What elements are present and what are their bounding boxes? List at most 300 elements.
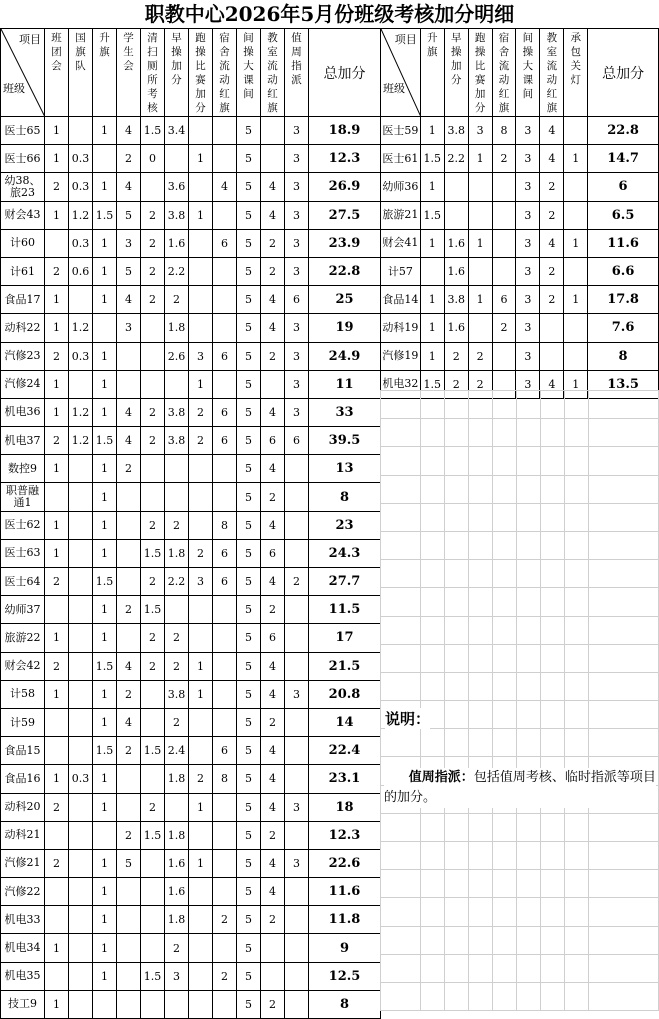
score-cell: 4 bbox=[261, 765, 285, 793]
score-cell bbox=[213, 314, 237, 342]
class-name-cell: 医士65 bbox=[1, 117, 45, 145]
score-cell bbox=[213, 849, 237, 877]
score-cell: 1 bbox=[189, 201, 213, 229]
score-cell bbox=[285, 906, 309, 934]
empty-cell bbox=[589, 475, 659, 503]
column-header-text: 间操大课间 bbox=[243, 32, 254, 100]
empty-cell bbox=[492, 447, 516, 475]
total-cell: 6.5 bbox=[588, 201, 659, 229]
score-cell: 5 bbox=[237, 990, 261, 1018]
score-cell: 1.2 bbox=[69, 201, 93, 229]
score-cell: 5 bbox=[237, 849, 261, 877]
score-cell: 4 bbox=[261, 878, 285, 906]
total-cell: 14 bbox=[309, 708, 381, 736]
score-cell: 1.5 bbox=[141, 821, 165, 849]
score-cell bbox=[117, 624, 141, 652]
score-cell: 1 bbox=[45, 201, 69, 229]
score-cell bbox=[213, 624, 237, 652]
score-cell bbox=[165, 596, 189, 624]
empty-cell bbox=[541, 531, 565, 559]
total-cell: 11.6 bbox=[588, 229, 659, 257]
class-name-cell: 财会43 bbox=[1, 201, 45, 229]
score-cell bbox=[420, 257, 444, 285]
score-cell bbox=[189, 906, 213, 934]
table-row bbox=[1, 765, 381, 793]
empty-cell bbox=[468, 503, 492, 531]
corner-class-label: 班级 bbox=[383, 82, 405, 95]
empty-cell bbox=[381, 672, 421, 700]
score-cell bbox=[165, 455, 189, 483]
empty-cell bbox=[517, 419, 541, 447]
score-cell: 6 bbox=[213, 342, 237, 370]
score-cell: 2 bbox=[141, 229, 165, 257]
total-cell: 6 bbox=[588, 173, 659, 201]
empty-cell bbox=[444, 616, 468, 644]
score-cell: 5 bbox=[237, 962, 261, 990]
score-cell: 5 bbox=[237, 145, 261, 173]
score-cell: 4 bbox=[540, 370, 564, 398]
empty-cell bbox=[468, 588, 492, 616]
score-cell: 6 bbox=[213, 737, 237, 765]
score-cell: 4 bbox=[261, 793, 285, 821]
empty-cell bbox=[468, 419, 492, 447]
score-cell: 2 bbox=[141, 286, 165, 314]
score-cell bbox=[285, 511, 309, 539]
score-cell bbox=[285, 539, 309, 567]
table-row bbox=[1, 990, 381, 1018]
score-cell bbox=[189, 257, 213, 285]
score-cell: 2 bbox=[468, 370, 492, 398]
score-cell: 1 bbox=[189, 849, 213, 877]
right-column-header bbox=[444, 29, 468, 117]
score-cell: 4 bbox=[213, 173, 237, 201]
total-cell: 13 bbox=[309, 455, 381, 483]
score-cell: 1.5 bbox=[420, 145, 444, 173]
score-cell: 2 bbox=[165, 652, 189, 680]
class-name-cell: 医士66 bbox=[1, 145, 45, 173]
score-cell bbox=[117, 511, 141, 539]
empty-cell bbox=[468, 560, 492, 588]
empty-cell bbox=[444, 926, 468, 954]
score-cell bbox=[189, 708, 213, 736]
score-cell: 2 bbox=[165, 624, 189, 652]
score-cell: 2 bbox=[540, 286, 564, 314]
table-row bbox=[1, 342, 381, 370]
empty-cell bbox=[517, 926, 541, 954]
score-cell bbox=[141, 173, 165, 201]
empty-cell bbox=[468, 447, 492, 475]
table-row bbox=[381, 286, 659, 314]
score-cell bbox=[261, 962, 285, 990]
score-cell: 3 bbox=[189, 568, 213, 596]
score-cell: 1 bbox=[564, 145, 588, 173]
score-cell: 4 bbox=[117, 117, 141, 145]
class-name-cell: 医士64 bbox=[1, 568, 45, 596]
score-cell bbox=[117, 539, 141, 567]
score-cell: 4 bbox=[117, 286, 141, 314]
empty-cell bbox=[565, 531, 589, 559]
score-cell: 3.8 bbox=[165, 680, 189, 708]
score-cell bbox=[117, 568, 141, 596]
empty-cell bbox=[468, 616, 492, 644]
score-cell: 1.5 bbox=[93, 568, 117, 596]
score-cell bbox=[492, 173, 516, 201]
score-cell: 1.2 bbox=[69, 314, 93, 342]
score-cell bbox=[285, 990, 309, 1018]
total-cell: 18 bbox=[309, 793, 381, 821]
score-cell: 1.6 bbox=[444, 314, 468, 342]
empty-cell bbox=[468, 898, 492, 926]
empty-cell bbox=[565, 616, 589, 644]
score-cell: 2 bbox=[189, 765, 213, 793]
score-cell: 2 bbox=[444, 370, 468, 398]
score-cell: 5 bbox=[237, 370, 261, 398]
empty-cell bbox=[444, 954, 468, 982]
score-cell: 1 bbox=[420, 314, 444, 342]
score-cell: 1 bbox=[564, 229, 588, 257]
score-cell: 2 bbox=[141, 201, 165, 229]
score-cell: 2 bbox=[165, 708, 189, 736]
total-cell: 25 bbox=[309, 286, 381, 314]
score-cell: 3 bbox=[516, 145, 540, 173]
score-cell: 1.6 bbox=[165, 878, 189, 906]
empty-cell bbox=[468, 672, 492, 700]
score-cell: 2 bbox=[165, 934, 189, 962]
score-cell: 3 bbox=[516, 342, 540, 370]
total-cell: 7.6 bbox=[588, 314, 659, 342]
score-cell: 2 bbox=[141, 257, 165, 285]
score-cell: 1 bbox=[93, 483, 117, 511]
score-cell bbox=[540, 314, 564, 342]
column-header-text: 国旗队 bbox=[75, 32, 86, 72]
score-cell bbox=[189, 990, 213, 1018]
score-cell: 1 bbox=[93, 878, 117, 906]
score-cell bbox=[213, 257, 237, 285]
left-header-corner bbox=[1, 29, 45, 117]
score-cell: 5 bbox=[237, 257, 261, 285]
empty-cell bbox=[565, 503, 589, 531]
table-row bbox=[381, 117, 659, 145]
column-header-text: 早操加分 bbox=[171, 32, 182, 86]
score-cell: 2.2 bbox=[165, 257, 189, 285]
score-cell: 3 bbox=[117, 229, 141, 257]
score-cell bbox=[93, 145, 117, 173]
score-cell: 6 bbox=[213, 568, 237, 596]
score-cell bbox=[141, 934, 165, 962]
empty-cell bbox=[420, 588, 444, 616]
empty-cell bbox=[468, 870, 492, 898]
empty-cell bbox=[444, 588, 468, 616]
class-name-cell: 旅游22 bbox=[1, 624, 45, 652]
score-cell: 3 bbox=[285, 398, 309, 426]
score-cell: 2 bbox=[45, 793, 69, 821]
score-cell: 3 bbox=[165, 962, 189, 990]
table-row bbox=[1, 427, 381, 455]
score-cell: 2 bbox=[117, 455, 141, 483]
score-cell: 5 bbox=[237, 539, 261, 567]
score-cell: 1.5 bbox=[141, 539, 165, 567]
score-cell: 3.4 bbox=[165, 117, 189, 145]
score-cell: 1 bbox=[45, 511, 69, 539]
score-cell: 1 bbox=[189, 793, 213, 821]
score-cell: 1 bbox=[93, 596, 117, 624]
empty-cell bbox=[492, 531, 516, 559]
score-cell: 2 bbox=[213, 962, 237, 990]
empty-cell bbox=[565, 447, 589, 475]
class-name-cell: 幼师36 bbox=[381, 173, 421, 201]
empty-cell bbox=[589, 813, 659, 841]
left-column-header bbox=[165, 29, 189, 117]
empty-cell bbox=[565, 813, 589, 841]
right-column-header bbox=[492, 29, 516, 117]
score-cell: 3 bbox=[285, 793, 309, 821]
score-cell: 6 bbox=[285, 427, 309, 455]
empty-cell bbox=[541, 475, 565, 503]
score-cell bbox=[189, 117, 213, 145]
score-cell bbox=[69, 849, 93, 877]
score-cell: 1 bbox=[564, 370, 588, 398]
empty-cell bbox=[468, 391, 492, 419]
empty-cell bbox=[517, 475, 541, 503]
score-cell: 4 bbox=[261, 652, 285, 680]
empty-cell bbox=[565, 982, 589, 1010]
score-cell bbox=[564, 117, 588, 145]
score-cell bbox=[117, 990, 141, 1018]
empty-cell bbox=[565, 672, 589, 700]
score-cell: 3.8 bbox=[165, 427, 189, 455]
empty-cell bbox=[444, 391, 468, 419]
score-cell: 5 bbox=[237, 934, 261, 962]
empty-cell bbox=[492, 870, 516, 898]
empty-cell bbox=[517, 898, 541, 926]
class-name-cell: 医士63 bbox=[1, 539, 45, 567]
class-name-cell: 幼师37 bbox=[1, 596, 45, 624]
score-cell bbox=[117, 793, 141, 821]
total-cell: 23.1 bbox=[309, 765, 381, 793]
empty-cell bbox=[541, 813, 565, 841]
score-cell: 0.3 bbox=[69, 145, 93, 173]
score-cell bbox=[492, 229, 516, 257]
score-cell: 2.2 bbox=[444, 145, 468, 173]
score-cell bbox=[69, 483, 93, 511]
empty-cell bbox=[420, 729, 444, 757]
empty-cell bbox=[589, 898, 659, 926]
score-cell: 8 bbox=[213, 511, 237, 539]
empty-cell bbox=[381, 531, 421, 559]
score-cell bbox=[69, 737, 93, 765]
score-cell: 5 bbox=[237, 680, 261, 708]
score-cell: 4 bbox=[261, 314, 285, 342]
score-cell: 3.8 bbox=[444, 117, 468, 145]
score-cell bbox=[141, 342, 165, 370]
total-cell: 8 bbox=[309, 483, 381, 511]
left-column-header bbox=[189, 29, 213, 117]
score-cell: 1.8 bbox=[165, 821, 189, 849]
empty-cell bbox=[492, 616, 516, 644]
score-cell: 5 bbox=[237, 821, 261, 849]
score-cell bbox=[165, 990, 189, 1018]
score-cell: 4 bbox=[117, 427, 141, 455]
score-cell: 2 bbox=[540, 257, 564, 285]
column-header-text: 跑操比赛加分 bbox=[195, 32, 206, 114]
score-cell: 6 bbox=[213, 427, 237, 455]
total-cell: 6.6 bbox=[588, 257, 659, 285]
score-cell bbox=[45, 483, 69, 511]
empty-cell bbox=[420, 926, 444, 954]
empty-cell bbox=[589, 982, 659, 1010]
score-cell bbox=[189, 878, 213, 906]
left-column-header bbox=[261, 29, 285, 117]
empty-cell bbox=[444, 644, 468, 672]
empty-cell bbox=[468, 982, 492, 1010]
empty-cell bbox=[420, 419, 444, 447]
score-cell: 1.5 bbox=[141, 962, 165, 990]
column-header-text: 学生会 bbox=[123, 32, 134, 72]
score-cell bbox=[189, 624, 213, 652]
score-cell: 5 bbox=[237, 624, 261, 652]
class-name-cell: 数控9 bbox=[1, 455, 45, 483]
score-cell: 2 bbox=[444, 342, 468, 370]
notes-label: 值周指派： bbox=[408, 770, 474, 785]
score-cell: 1 bbox=[93, 117, 117, 145]
score-cell: 2 bbox=[45, 173, 69, 201]
column-header-text: 值周指派 bbox=[291, 32, 302, 86]
empty-cell bbox=[381, 926, 421, 954]
empty-cell bbox=[420, 842, 444, 870]
column-header-text: 教室流动红旗 bbox=[546, 32, 558, 114]
score-cell: 1 bbox=[93, 286, 117, 314]
score-cell: 1 bbox=[420, 173, 444, 201]
class-name-cell: 医士59 bbox=[381, 117, 421, 145]
empty-cell bbox=[492, 560, 516, 588]
empty-cell bbox=[381, 588, 421, 616]
score-cell: 1 bbox=[420, 229, 444, 257]
empty-cell bbox=[565, 870, 589, 898]
score-cell: 4 bbox=[540, 117, 564, 145]
table-row bbox=[381, 201, 659, 229]
score-cell: 3.8 bbox=[444, 286, 468, 314]
score-cell: 3 bbox=[516, 173, 540, 201]
score-cell: 4 bbox=[117, 173, 141, 201]
column-header-text: 班团会 bbox=[51, 32, 62, 72]
total-cell: 23.9 bbox=[309, 229, 381, 257]
empty-cell bbox=[589, 588, 659, 616]
score-cell: 1 bbox=[189, 145, 213, 173]
score-cell bbox=[213, 680, 237, 708]
right-column-header bbox=[540, 29, 564, 117]
score-cell: 1 bbox=[45, 286, 69, 314]
score-cell: 1 bbox=[93, 173, 117, 201]
empty-cell bbox=[492, 982, 516, 1010]
score-cell: 5 bbox=[237, 455, 261, 483]
score-cell bbox=[93, 821, 117, 849]
score-cell bbox=[213, 370, 237, 398]
score-cell bbox=[69, 596, 93, 624]
score-cell: 1 bbox=[93, 511, 117, 539]
notes-text bbox=[384, 768, 656, 808]
score-cell bbox=[141, 849, 165, 877]
column-header-text: 教室流动红旗 bbox=[267, 32, 278, 114]
empty-cell bbox=[468, 813, 492, 841]
score-cell: 2 bbox=[492, 145, 516, 173]
score-cell bbox=[117, 962, 141, 990]
score-cell: 4 bbox=[117, 708, 141, 736]
notes-title: 说明： bbox=[385, 710, 431, 728]
score-cell: 2 bbox=[165, 511, 189, 539]
score-cell bbox=[69, 652, 93, 680]
score-cell bbox=[141, 878, 165, 906]
total-cell: 21.5 bbox=[309, 652, 381, 680]
score-cell bbox=[45, 906, 69, 934]
score-cell bbox=[69, 878, 93, 906]
empty-cell bbox=[589, 842, 659, 870]
score-cell: 1 bbox=[420, 286, 444, 314]
score-cell: 1 bbox=[45, 539, 69, 567]
table-row bbox=[1, 821, 381, 849]
total-cell: 22.6 bbox=[309, 849, 381, 877]
score-cell: 3 bbox=[285, 680, 309, 708]
score-cell: 5 bbox=[237, 173, 261, 201]
score-cell: 4 bbox=[261, 568, 285, 596]
column-header-text: 宿舍流动红旗 bbox=[498, 32, 510, 114]
column-header-text: 宿舍流动红旗 bbox=[219, 32, 230, 114]
corner-item-label: 项目 bbox=[19, 33, 41, 46]
score-cell bbox=[285, 624, 309, 652]
score-cell: 3 bbox=[285, 229, 309, 257]
empty-cell bbox=[565, 560, 589, 588]
empty-cell bbox=[589, 419, 659, 447]
score-cell: 1.6 bbox=[444, 257, 468, 285]
total-cell: 11.8 bbox=[309, 906, 381, 934]
score-cell: 3 bbox=[516, 117, 540, 145]
class-name-cell: 食品15 bbox=[1, 737, 45, 765]
empty-cell bbox=[517, 531, 541, 559]
table-row bbox=[1, 117, 381, 145]
score-cell bbox=[189, 483, 213, 511]
score-cell: 3 bbox=[516, 257, 540, 285]
score-cell: 8 bbox=[492, 117, 516, 145]
empty-cell bbox=[468, 644, 492, 672]
empty-cell bbox=[541, 588, 565, 616]
left-total-header: 总加分 bbox=[309, 29, 381, 117]
score-cell: 5 bbox=[237, 652, 261, 680]
score-cell: 1.8 bbox=[165, 314, 189, 342]
score-cell: 5 bbox=[237, 398, 261, 426]
empty-cell bbox=[381, 729, 421, 757]
score-cell bbox=[285, 765, 309, 793]
score-cell bbox=[165, 145, 189, 173]
empty-cell bbox=[420, 475, 444, 503]
score-cell: 2.6 bbox=[165, 342, 189, 370]
score-cell: 2 bbox=[261, 708, 285, 736]
empty-cell bbox=[492, 701, 516, 729]
score-cell: 1 bbox=[45, 314, 69, 342]
notes-body: 包括值周考核、临时指派等项目的加分。 bbox=[384, 770, 656, 805]
empty-cell bbox=[444, 475, 468, 503]
class-name-cell: 汽修21 bbox=[1, 849, 45, 877]
empty-cell bbox=[420, 531, 444, 559]
class-name-cell: 汽修23 bbox=[1, 342, 45, 370]
score-cell: 1 bbox=[45, 680, 69, 708]
empty-cell bbox=[468, 954, 492, 982]
empty-cell bbox=[565, 842, 589, 870]
class-name-cell: 动科19 bbox=[381, 314, 421, 342]
left-column-header bbox=[69, 29, 93, 117]
empty-cell bbox=[541, 954, 565, 982]
class-name-cell: 汽修22 bbox=[1, 878, 45, 906]
score-cell: 5 bbox=[117, 201, 141, 229]
empty-cell bbox=[589, 644, 659, 672]
